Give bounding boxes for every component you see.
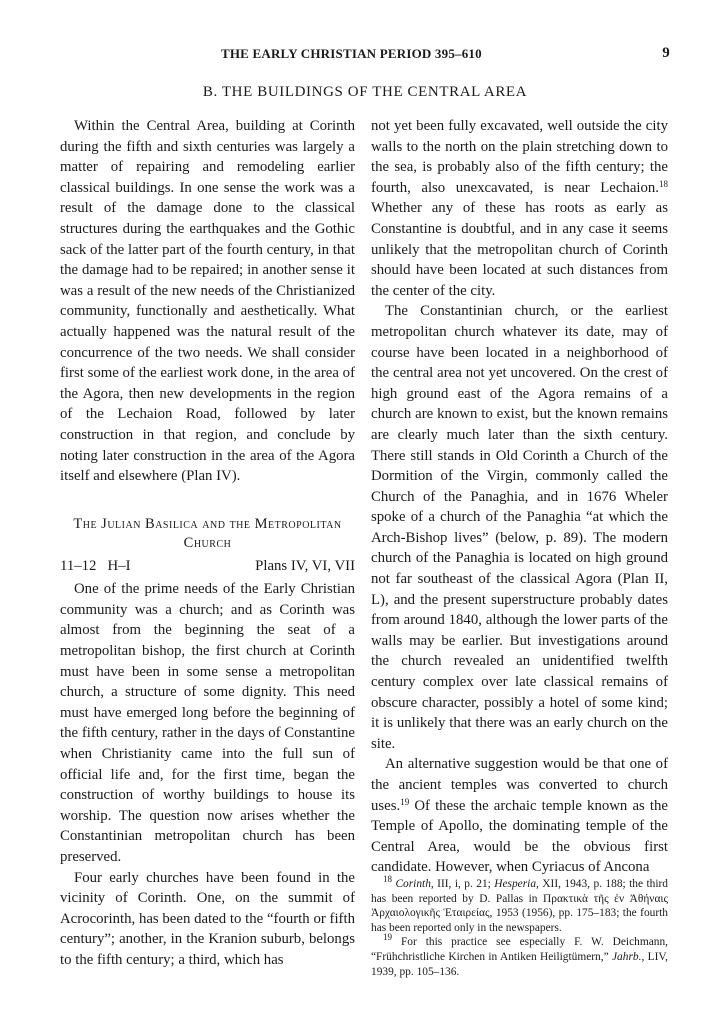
- footnote-18-italic-1: Corinth: [395, 878, 431, 890]
- left-column: [60, 116, 355, 971]
- paragraph-alternative-text-b: Of these the archaic temple known as the Temple of Apollo, the dominating temple of the Central Area, would be the obvious first candidate. However, when Cyriacus of Ancona: [371, 797, 668, 876]
- footnote-19-text-1: For this practice see especially F. W. Deichmann, “Frühchristliche Kirchen in Antiken Heiligtümern,”: [371, 936, 668, 963]
- footnote-18-text-2: , XII, 1943, p. 188; the third has been reported by D. Pallas in Πρακτικὰ τῆς ἐν Ἀθήναις Ἀρχαιολογικῆς Ἑταιρείας, 1953 (1956), pp. 175–183; the fourth has been reported only in the newspapers.: [371, 878, 668, 934]
- footnotes: [371, 874, 668, 979]
- footnote-19: [371, 932, 668, 979]
- paragraph-continued-text-b: Whether any of these has roots as early as Constantine is doubtful, and in any case it seems unlikely that the metropolitan church of Corinth should have been located at such distances from the center of the city.: [371, 200, 668, 299]
- paragraph-alternative-text-a: An alternative suggestion would be that one of the ancient temples was converted to church uses.: [371, 756, 668, 814]
- footnote-18-text-1: , III, i, p. 21;: [430, 878, 495, 890]
- paragraph-continued-text-a: not yet been fully excavated, well outside the city walls to the north on the plain stretching down to the sea, is probably also of the fifth century; the fourth, also unexcavated, is near Lechaion.: [371, 118, 668, 196]
- footnote-ref-18[interactable]: 18: [659, 178, 668, 189]
- footnote-18: [371, 874, 668, 935]
- footnote-18-italic-2: Hesperia: [494, 878, 537, 890]
- paragraph-continued: [371, 116, 668, 301]
- grid-reference: 11–12 H–I: [60, 557, 131, 574]
- plan-reference: [60, 556, 355, 577]
- footnote-ref-19[interactable]: 19: [400, 796, 410, 807]
- paragraph-constantinian-church: The Constantinian church, or the earliest metropolitan church whatever its date, may of course have been located in a neighborhood of the central area not yet uncovered. On the crest of high ground east of the Agora remains of a church are known to exist, but the known remains are clearly much later than the sixth century. There still stands in Old Corinth a Church of the Dormition of the Virgin, commonly called the Church of the Panaghia, and in 1676 Wheler spoke of a church of the Panaghia “at which the Arch-Bishop lives” (below, p. 89). The modern church of the Panaghia is located on high ground not far southeast of the classical Agora (Plan II, L), and the present superstructure probably dates from around 1840, although the lower parts of the walls may be earlier. But investigations around the church revealed an unidentified twelfth century complex over late classical remains of obscure character, possibly a hotel of some kind; it is unlikely that there was an early church on the site.: [371, 303, 668, 752]
- paragraph-need-for-church: One of the prime needs of the Early Christian community was a church; and as Corinth was almost from the beginning the seat of a metropolitan bishop, the first church at Corinth must have been in some sense a metropolitan church, a structure of some dignity. This need must have emerged long before the beginning of the fifth century, rather in the days of Constantine when Christianity came into the full sun of official life and, for the first time, began the construction of worthy buildings to house its worship. The question now arises whether the Constantinian metropolitan church has been preserved.: [60, 581, 355, 865]
- paragraph-intro: Within the Central Area, building at Corinth during the fifth and sixth centuries was largely a matter of repairing and remodeling earlier classical buildings. In one sense the work was a result of the damage done to the classical structures during the earthquakes and the Gothic sack of the latter part of the fourth century, in that the damage had to be repaired; in another sense it was a result of the new needs of the Christianized community, functionally and aesthetically. What actually happened was the natural result of the concurrence of the two needs. We shall consider first some of the earliest work done, in the area of the Agora, then new developments in the region of the Lechaion Road, followed by later construction in that region, and conclude by noting later construction in the area of the Agora itself and elsewhere (Plan IV).: [60, 118, 355, 485]
- footnote-19-number: 19: [383, 932, 392, 943]
- subheading-line-1: The Julian Basilica and the Metropolitan: [73, 515, 342, 532]
- subheading: [60, 515, 355, 553]
- paragraph-four-churches: Four early churches have been found in the vicinity of Corinth. One, on the summit of Acrocorinth, has been dated to the “fourth or fifth century”; another, in the Kranion suburb, belongs to the fifth century; a third, which has: [60, 869, 355, 968]
- page-number: 9: [662, 45, 670, 61]
- section-title: B. THE BUILDINGS OF THE CENTRAL AREA: [202, 84, 528, 100]
- right-column: [371, 116, 668, 878]
- running-title: THE EARLY CHRISTIAN PERIOD 395–610: [221, 46, 482, 61]
- subheading-line-2: Church: [183, 534, 232, 551]
- running-head: [60, 46, 670, 66]
- footnote-19-text-2: , LIV, 1939, pp. 105–136.: [371, 950, 668, 978]
- plans-reference: Plans IV, VI, VII: [255, 557, 355, 574]
- footnote-18-number: 18: [383, 874, 392, 884]
- footnote-19-italic: Jahrb.: [612, 950, 642, 963]
- paragraph-alternative: [371, 754, 668, 878]
